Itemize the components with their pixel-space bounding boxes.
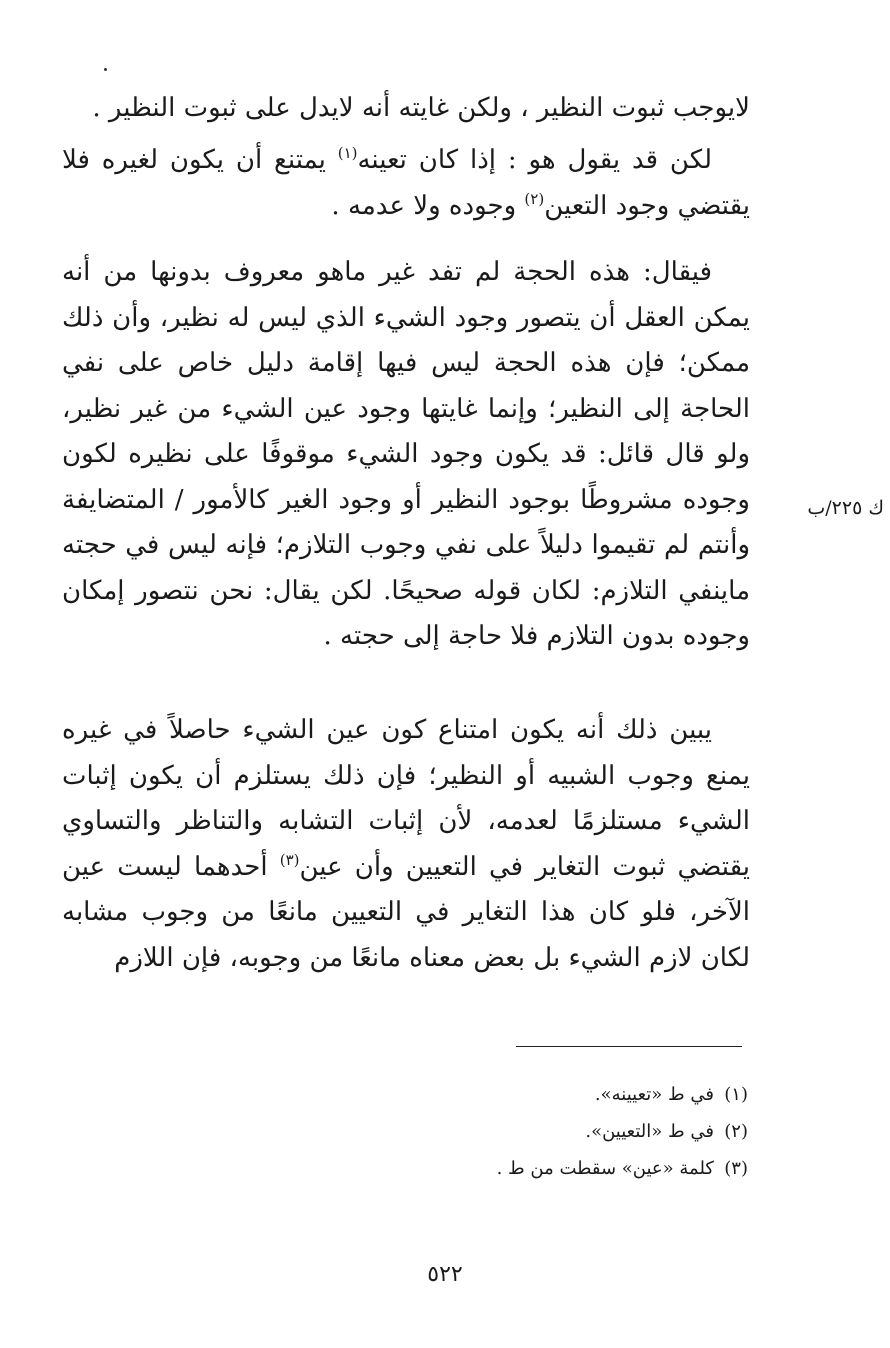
paragraph-4-part-2: أحدهما ليست عين الآخر، فلو كان هذا التغاير في التعيين مانعًا من وجوب مشابه لكان لازم الشيء بل بعض معناه مانعًا من وجوبه، فإن اللازم	[62, 851, 750, 973]
footnote-ref-2: (٢)	[524, 189, 545, 208]
paragraph-4	[62, 708, 750, 981]
page-number: ٥٢٢	[427, 1262, 463, 1287]
footnote-number: (١)	[724, 1084, 748, 1105]
paragraph-3-text: فيقال: هذه الحجة لم تفد غير ماهو معروف بدونها من أنه يمكن العقل أن يتصور وجود الشيء الذي ليس له نظير، وأن ذلك ممكن؛ فإن هذه الحجة ليس فيها إقامة دليل خاص على نفي الحاجة إلى النظير؛ وإنما غايتها وجود عين الشيء من غير نظير، ولو قال قائل: قد يكون وجود الشيء موقوفًا على نظيره لكون وجوده مشروطًا بوجود النظير أو وجود الغير كالأمور / المتضايفة وأنتم لم تقيموا دليلاً على نفي وجوب التلازم؛ فإنه ليس في حجته ماينفي التلازم: لكان قوله صحيحًا. لكن يقال: نحن نتصور إمكان وجوده بدون التلازم فلا حاجة إلى حجته .	[62, 257, 750, 651]
paragraph-4-text	[62, 708, 750, 981]
paragraph-2-text	[62, 138, 750, 229]
footnote-divider	[516, 1046, 742, 1047]
paragraph-2-part-2: يمتنع أن يكون لغيره فلا يقتضي وجود التعين	[62, 145, 750, 221]
footnote-item	[300, 1076, 748, 1113]
footnotes-list	[300, 1076, 748, 1187]
footnote-number: (٢)	[724, 1121, 748, 1142]
paragraph-2	[62, 138, 750, 229]
paragraph-3	[62, 250, 750, 660]
paragraph-1	[62, 86, 750, 132]
manuscript-folio-note: ك ٢٢٥/ب	[807, 497, 884, 519]
footnote-item	[300, 1150, 748, 1187]
paragraph-1-text: لايوجب ثبوت النظير ، ولكن غايته أنه لايدل على ثبوت النظير .	[92, 93, 750, 123]
ink-speck	[104, 68, 107, 71]
paragraph-4-part-1: يبين ذلك أنه يكون امتناع كون عين الشيء حاصلاً في غيره يمنع وجوب الشبيه أو النظير؛ فإن ذلك يستلزم أن يكون إثبات الشيء مستلزمًا لعدمه، لأن إثبات التشابه والتناظر والتساوي يقتضي ثبوت التغاير في التعيين وأن عين	[62, 715, 750, 882]
paragraph-2-part-1: لكن قد يقول هو : إذا كان تعينه	[357, 145, 713, 175]
footnote-ref-3: (٣)	[279, 850, 300, 869]
footnote-ref-1: (١)	[337, 144, 358, 162]
footnote-item	[300, 1113, 748, 1150]
footnote-text: في ط «تعيينه».	[594, 1084, 714, 1105]
footnote-number: (٣)	[724, 1158, 748, 1179]
footnote-text: كلمة «عين» سقطت من ط .	[496, 1158, 714, 1179]
paragraph-2-part-3: وجوده ولا عدمه .	[331, 190, 525, 221]
footnote-text: في ط «التعيين».	[585, 1121, 714, 1142]
